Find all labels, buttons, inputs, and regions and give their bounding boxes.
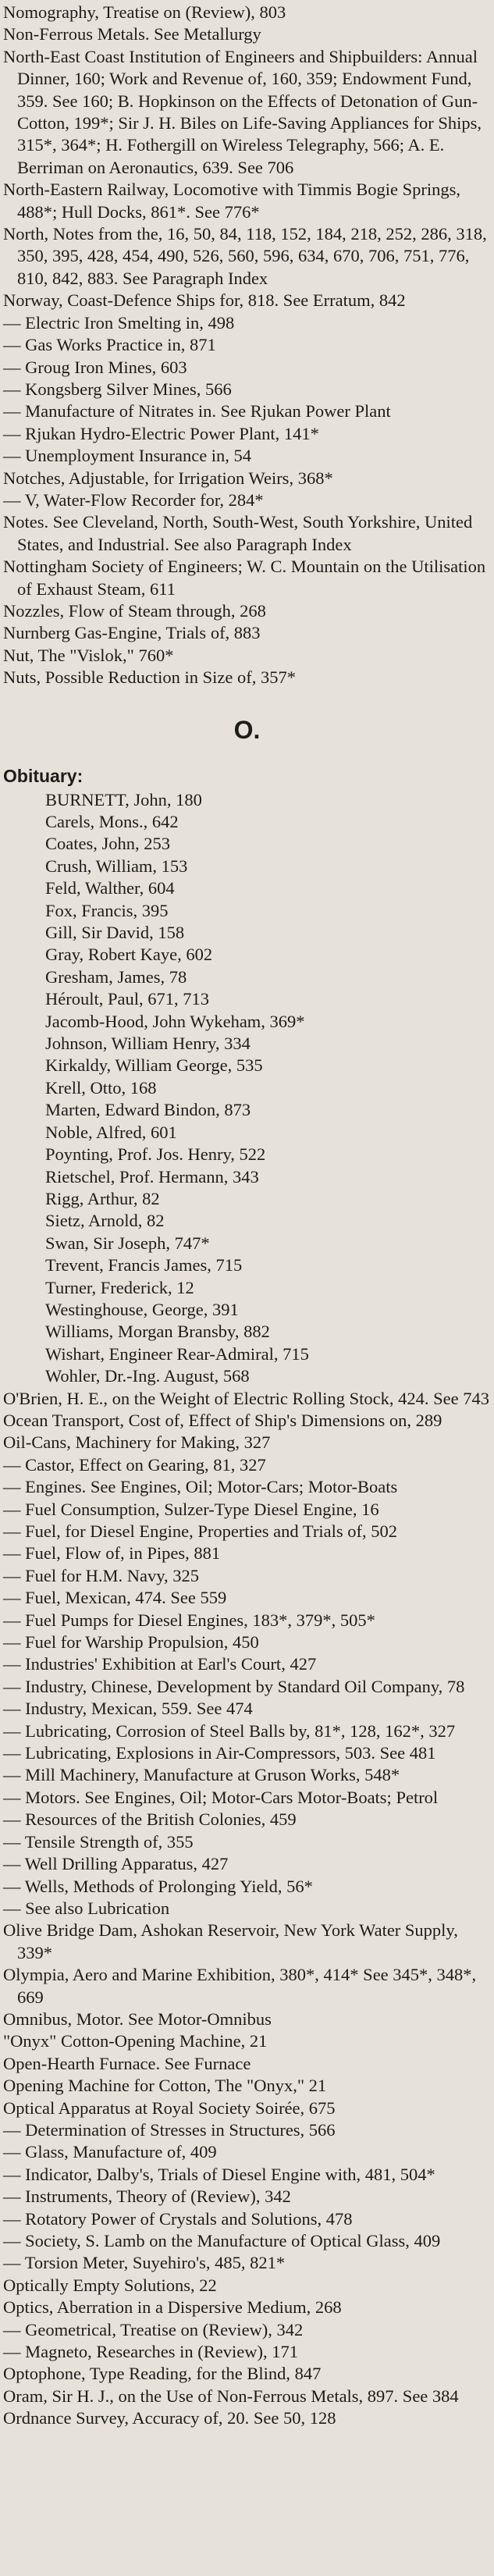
obituary-entry: Wohler, Dr.-Ing. August, 568 <box>45 1366 250 1386</box>
index-entry: — Society, S. Lamb on the Manufacture of Optical Glass, 409 <box>3 2231 441 2250</box>
obituary-entry: BURNETT, John, 180 <box>45 789 202 809</box>
obituary-entry: Turner, Frederick, 12 <box>45 1277 194 1297</box>
index-entry: — Unemployment Insurance in, 54 <box>3 446 252 466</box>
obituary-entry: Westinghouse, George, 391 <box>45 1299 239 1319</box>
index-entry: — Fuel, Mexican, 474. See 559 <box>3 1588 227 1608</box>
obituary-entry: Carels, Mons., 642 <box>45 812 179 831</box>
letter-heading: O. <box>233 715 261 744</box>
n-entries-section <box>0 2 494 689</box>
index-entry: Olympia, Aero and Marine Exhibition, 380*, 414* See 345*, 348*, 669 <box>3 1965 477 2007</box>
index-entry: — Gas Works Practice in, 871 <box>3 335 216 355</box>
obituary-entry: Kirkaldy, William George, 535 <box>45 1055 263 1076</box>
index-entry: Omnibus, Motor. See Motor-Omnibus <box>3 2008 272 2029</box>
index-entry: Notches, Adjustable, for Irrigation Weirs, 368* <box>3 468 333 488</box>
index-entry: Ocean Transport, Cost of, Effect of Ship's Dimensions on, 289 <box>3 1410 442 1430</box>
index-entry: Nomography, Treatise on (Review), 803 <box>3 2 286 22</box>
obituary-entry: Marten, Edward Bindon, 873 <box>45 1100 251 1120</box>
obituary-entry: Fox, Francis, 395 <box>45 900 169 920</box>
index-entry: North, Notes from the, 16, 50, 84, 118, 152, 184, 218, 252, 286, 318, 350, 395, 428, 454, 490, 526, 560, 596, 634, 670, 706, 751, 776, 810, 842, 883. See Paragraph Index <box>3 224 487 288</box>
index-entry: Nut, The "Vislok," 760* <box>3 645 174 665</box>
index-entry: Non-Ferrous Metals. See Metallurgy <box>3 24 261 44</box>
index-entry: Optical Apparatus at Royal Society Soirée, 675 <box>3 2097 336 2118</box>
obituary-entry: Gresham, James, 78 <box>45 966 187 987</box>
index-entry: — Determination of Stresses in Structures, 566 <box>3 2119 336 2140</box>
index-entry: — Mill Machinery, Manufacture at Gruson Works, 548* <box>3 1765 400 1785</box>
index-entry: — Rotatory Power of Crystals and Solutions, 478 <box>3 2208 353 2229</box>
index-entry: — Fuel Pumps for Diesel Engines, 183*, 379*, 505* <box>3 1610 375 1630</box>
index-entry: — Engines. See Engines, Oil; Motor-Cars; Motor-Boats <box>3 1477 398 1497</box>
index-entry: — Resources of the British Colonies, 459 <box>3 1809 297 1830</box>
index-entry: O'Brien, H. E., on the Weight of Electric Rolling Stock, 424. See 743 <box>3 1388 489 1408</box>
index-entry: — Rjukan Hydro-Electric Power Plant, 141* <box>3 423 319 443</box>
obituary-entry: Trevent, Francis James, 715 <box>45 1255 243 1276</box>
index-entry: Optophone, Type Reading, for the Blind, 847 <box>3 2364 322 2384</box>
index-entry: — Kongsberg Silver Mines, 566 <box>3 379 232 399</box>
obituary-entry: Feld, Walther, 604 <box>45 878 175 898</box>
index-entry: — Well Drilling Apparatus, 427 <box>3 1854 229 1874</box>
index-entry: Olive Bridge Dam, Ashokan Reservoir, New York Water Supply, 339* <box>3 1920 458 1962</box>
index-entry: Nozzles, Flow of Steam through, 268 <box>3 600 266 621</box>
index-entry: — Industries' Exhibition at Earl's Court, 427 <box>3 1654 317 1674</box>
index-entry: — Manufacture of Nitrates in. See Rjukan Power Plant <box>3 401 391 422</box>
index-entry: Nottingham Society of Engineers; W. C. Mountain on the Utilisation of Exhaust Steam, 611 <box>3 557 486 599</box>
index-entry: — Fuel for Warship Propulsion, 450 <box>3 1632 259 1653</box>
obituary-entry: Poynting, Prof. Jos. Henry, 522 <box>45 1144 266 1165</box>
obituary-entry: Rietschel, Prof. Hermann, 343 <box>45 1166 259 1187</box>
index-entry: Norway, Coast-Defence Ships for, 818. See Erratum, 842 <box>3 290 406 311</box>
index-entry: Optically Empty Solutions, 22 <box>3 2275 217 2295</box>
obituary-entry: Sietz, Arnold, 82 <box>45 1211 165 1231</box>
obituary-entry: Gill, Sir David, 158 <box>45 923 185 943</box>
index-entry: — Torsion Meter, Suyehiro's, 485, 821* <box>3 2253 286 2273</box>
index-entry: — Indicator, Dalby's, Trials of Diesel Engine with, 481, 504* <box>3 2164 435 2184</box>
index-entry: — V, Water-Flow Recorder for, 284* <box>3 489 264 510</box>
index-entry: — Industry, Mexican, 559. See 474 <box>3 1699 253 1719</box>
obituary-entry: Crush, William, 153 <box>45 856 188 876</box>
obituary-list <box>0 789 494 1388</box>
index-entry: — Wells, Methods of Prolonging Yield, 56* <box>3 1876 313 1896</box>
letter-divider <box>0 689 494 764</box>
index-entry: Nurnberg Gas-Engine, Trials of, 883 <box>3 623 261 643</box>
index-entry: — Magneto, Researches in (Review), 171 <box>3 2342 299 2362</box>
index-entry: — See also Lubrication <box>3 1898 170 1918</box>
obituary-entry: Jacomb-Hood, John Wykeham, 369* <box>45 1011 305 1031</box>
index-entry: — Industry, Chinese, Development by Standard Oil Company, 78 <box>3 1676 465 1696</box>
obituary-entry: Noble, Alfred, 601 <box>45 1122 177 1142</box>
obituary-entry: Krell, Otto, 168 <box>45 1077 157 1098</box>
obituary-entry: Wishart, Engineer Rear-Admiral, 715 <box>45 1343 309 1364</box>
index-entry: "Onyx" Cotton-Opening Machine, 21 <box>3 2031 268 2051</box>
o-entries-section <box>0 1388 494 2430</box>
index-entry: — Lubricating, Explosions in Air-Compressors, 503. See 481 <box>3 1743 436 1763</box>
obituary-entry: Swan, Sir Joseph, 747* <box>45 1233 210 1253</box>
obituary-entry: Williams, Morgan Bransby, 882 <box>45 1322 270 1342</box>
index-entry: Ordnance Survey, Accuracy of, 20. See 50, 128 <box>3 2408 336 2428</box>
index-entry: — Fuel, Flow of, in Pipes, 881 <box>3 1543 221 1564</box>
obituary-entry: Rigg, Arthur, 82 <box>45 1188 160 1208</box>
obituary-entry: Gray, Robert Kaye, 602 <box>45 945 213 965</box>
index-entry: Nuts, Possible Reduction in Size of, 357* <box>3 667 296 688</box>
index-entry: Opening Machine for Cotton, The "Onyx," 21 <box>3 2076 327 2096</box>
index-entry: — Instruments, Theory of (Review), 342 <box>3 2186 291 2207</box>
obituary-entry: Johnson, William Henry, 334 <box>45 1034 251 1054</box>
index-entry: — Tensile Strength of, 355 <box>3 1831 194 1852</box>
index-entry: Oram, Sir H. J., on the Use of Non-Ferrous Metals, 897. See 384 <box>3 2386 459 2406</box>
index-entry: Oil-Cans, Machinery for Making, 327 <box>3 1432 271 1453</box>
index-entry: — Glass, Manufacture of, 409 <box>3 2142 217 2162</box>
index-entry: — Lubricating, Corrosion of Steel Balls by, 81*, 128, 162*, 327 <box>3 1720 456 1741</box>
index-entry: — Motors. See Engines, Oil; Motor-Cars Motor-Boats; Petrol <box>3 1787 439 1807</box>
index-entry: Notes. See Cleveland, North, South-West, South Yorkshire, United States, and Industrial. See also Paragraph Index <box>3 512 473 554</box>
index-entry: Optics, Aberration in a Dispersive Medium, 268 <box>3 2297 342 2318</box>
obituary-entry: Coates, John, 253 <box>45 834 170 854</box>
index-entry: North-East Coast Institution of Engineers and Shipbuilders: Annual Dinner, 160; Work and Revenue of, 160, 359; Endowment Fund, 359. See 160; B. Hopkinson on the Effects of Detonation of Gun-Cotton, 199*; Sir J. H. Biles on Life-Saving Appliances for Ships, 315*, 364*; H. Fothergill on Wireless Telegraphy, 566; A. E. Berriman on Aeronautics, 639. See 706 <box>3 46 482 177</box>
index-entry: — Groug Iron Mines, 603 <box>3 357 187 377</box>
index-entry: — Fuel, for Diesel Engine, Properties and Trials of, 502 <box>3 1521 397 1541</box>
index-entry: North-Eastern Railway, Locomotive with Timmis Bogie Springs, 488*; Hull Docks, 861*. See 776* <box>3 180 461 222</box>
index-entry: Open-Hearth Furnace. See Furnace <box>3 2053 251 2073</box>
index-entry: — Castor, Effect on Gearing, 81, 327 <box>3 1454 266 1475</box>
index-entry: — Fuel for H.M. Navy, 325 <box>3 1565 200 1585</box>
index-entry: — Geometrical, Treatise on (Review), 342 <box>3 2319 304 2339</box>
index-entry: — Fuel Consumption, Sulzer-Type Diesel Engine, 16 <box>3 1499 379 1519</box>
obituary-entry: Héroult, Paul, 671, 713 <box>45 989 209 1009</box>
index-entry: — Electric Iron Smelting in, 498 <box>3 312 235 333</box>
obituary-heading: Obituary: <box>3 765 84 786</box>
